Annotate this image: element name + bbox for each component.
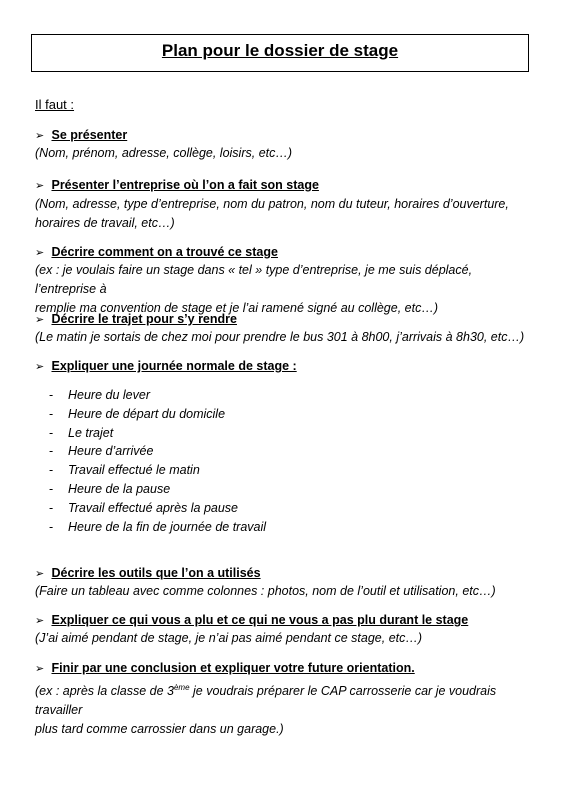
list-item: - Heure du lever xyxy=(49,388,150,402)
arrow-bullet-icon: ➢ xyxy=(35,568,45,580)
list-item: - Heure de la pause xyxy=(49,481,171,496)
arrow-bullet-icon: ➢ xyxy=(35,615,45,627)
list-item: - Le trajet xyxy=(49,425,114,440)
list-item: - Heure de départ du domicile xyxy=(49,406,226,421)
section-desc: (Nom, prénom, adresse, collège, loisirs, etc…) xyxy=(35,146,293,160)
arrow-bullet-icon: ➢ xyxy=(35,361,45,373)
section-desc: (J’ai aimé pendant de stage, je n’ai pas aimé pendant ce stage, etc…) xyxy=(35,631,423,645)
section-heading-outils: ➢ Décrire les outils que l’on a utilisés xyxy=(35,566,261,580)
arrow-bullet-icon: ➢ xyxy=(35,180,45,192)
intro-text: Il faut : xyxy=(35,97,75,112)
journee-list xyxy=(49,386,266,536)
list-item: - Heure d’arrivée xyxy=(49,444,154,459)
section-heading-plu: ➢ Expliquer ce qui vous a plu et ce qui ne vous a pas plu durant le stage xyxy=(35,613,469,627)
arrow-bullet-icon: ➢ xyxy=(35,314,45,326)
section-heading-trajet: ➢ Décrire le trajet pour s’y rendre xyxy=(35,312,237,326)
arrow-bullet-icon: ➢ xyxy=(35,247,45,259)
section-heading-se-presenter: ➢ Se présenter xyxy=(35,128,128,142)
list-item: - Travail effectué le matin xyxy=(49,463,200,478)
arrow-bullet-icon: ➢ xyxy=(35,130,45,142)
page-title: Plan pour le dossier de stage xyxy=(161,41,399,60)
section-desc: (ex : après la classe de 3ème je voudrais préparer le CAP carrosserie car je voudrais travailler plus tard comme carrossier dans un garage.) xyxy=(35,683,497,737)
section-heading-entreprise: ➢ Présenter l’entreprise où l’on a fait son stage xyxy=(35,178,319,192)
section-desc: (Faire un tableau avec comme colonnes : photos, nom de l’outil et utilisation, etc…) xyxy=(35,584,496,598)
list-item: - Heure de la fin de journée de travail xyxy=(49,519,267,534)
section-desc: (ex : je voulais faire un stage dans « tel » type d’entreprise, je me suis déplacé, l’entreprise à remplie ma convention de stage et je l’ai ramené signé au collège, etc…) xyxy=(35,263,473,315)
list-item: - Travail effectué après la pause xyxy=(49,500,239,515)
arrow-bullet-icon: ➢ xyxy=(35,663,45,675)
section-heading-conclusion: ➢ Finir par une conclusion et expliquer votre future orientation. xyxy=(35,661,415,675)
section-heading-journee: ➢ Expliquer une journée normale de stage : xyxy=(35,359,297,373)
title-box xyxy=(31,34,529,72)
section-desc: (Nom, adresse, type d’entreprise, nom du patron, nom du tuteur, horaires d’ouverture, horaires de travail, etc…) xyxy=(35,197,509,230)
section-heading-comment-trouve: ➢ Décrire comment on a trouvé ce stage xyxy=(35,245,278,259)
section-desc: (Le matin je sortais de chez moi pour prendre le bus 301 à 8h00, j’arrivais à 8h30, etc…) xyxy=(35,330,525,344)
